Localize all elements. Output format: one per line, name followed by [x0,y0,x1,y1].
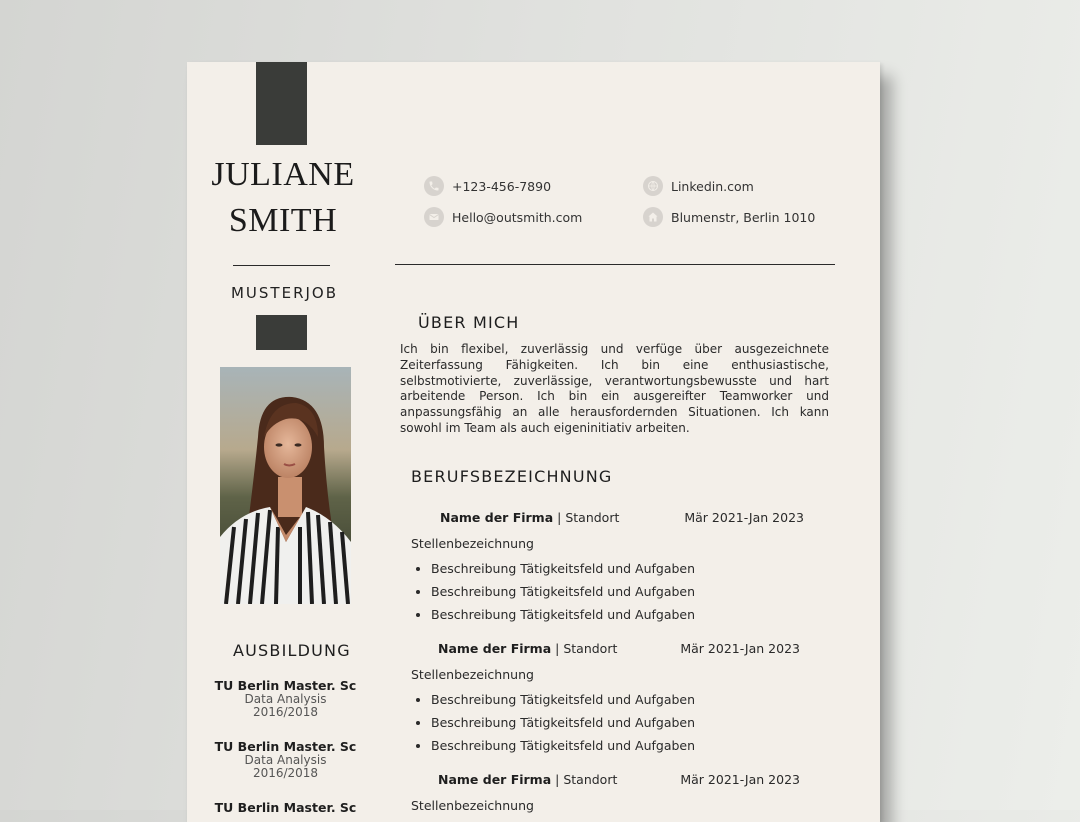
job-separator: | [553,510,566,525]
job-bullets [411,688,831,757]
contact-address [643,207,815,227]
mail-icon [424,207,444,227]
job-title: MUSTERJOB [230,284,339,302]
job-header [411,641,831,659]
job-location: Standort [563,772,618,787]
job-separator: | [551,641,564,656]
job-dates: Mär 2021-Jan 2023 [680,641,800,656]
home-icon [643,207,663,227]
email-text: Hello@outsmith.com [452,209,583,225]
top-accent-block [256,62,307,145]
education-years: 2016/2018 [252,766,319,780]
about-title: ÜBER MICH [418,313,520,332]
linkedin-text: Linkedin.com [671,178,754,194]
education-field: Data Analysis [244,753,327,767]
job-bullet: • Beschreibung Tätigkeitsfeld und Aufgaben [431,580,831,603]
job-location: Standort [563,641,618,656]
contact-linkedin[interactable] [643,176,754,196]
experience-title: BERUFSBEZEICHNUNG [411,467,613,486]
middle-accent-block [256,315,307,350]
address-text: Blumenstr, Berlin 1010 [671,209,816,225]
company-name: Name der Firma [438,641,552,656]
phone-icon [424,176,444,196]
job-bullet: • Beschreibung Tätigkeitsfeld und Aufgaben [431,711,831,734]
job-role: Stellenbezeichnung [411,798,534,813]
profile-photo [220,367,351,604]
education-school: TU Berlin Master. Sc [214,800,357,815]
about-text: Ich bin flexibel, zuverlässig und verfüge über ausgezeichnete Zeiterfassung Fähigkeiten. Ich bin eine enthusiastische, selbstmotivierte, zuverlässige, verantwortungsbewusste und hart arbeitende Person. Ich bin ein ausgereifter Teamworker und anpassungsfähig an alle herausfordernden Situationen. Ich kann sowohl im Team als auch eigeninitiativ arbeiten. [400,342,829,435]
job-bullet: • Beschreibung Tätigkeitsfeld und Aufgaben [431,603,831,626]
job-role: Stellenbezeichnung [411,667,534,682]
resume-page [187,62,880,822]
contact-email[interactable] [424,207,582,227]
job-bullet: • Beschreibung Tätigkeitsfeld und Aufgaben [431,557,831,580]
job-role: Stellenbezeichnung [411,536,534,551]
company-name: Name der Firma [438,772,552,787]
job-location: Standort [565,510,620,525]
education-school: TU Berlin Master. Sc [214,739,357,754]
job-entry [411,641,831,757]
first-name: JULIANE [211,156,355,193]
job-entry [411,772,831,813]
job-bullets [411,557,831,626]
header-divider [395,264,835,265]
education-entry [187,739,384,780]
globe-icon [643,176,663,196]
job-dates: Mär 2021-Jan 2023 [680,772,800,787]
name-divider [233,265,330,266]
company-name: Name der Firma [440,510,554,525]
education-field: Data Analysis [244,692,327,706]
job-entry [411,510,831,626]
contact-phone[interactable] [424,176,551,196]
education-title: AUSBILDUNG [233,641,351,660]
job-header [411,510,831,528]
job-dates: Mär 2021-Jan 2023 [684,510,804,525]
job-separator: | [551,772,564,787]
job-bullet: • Beschreibung Tätigkeitsfeld und Aufgaben [431,688,831,711]
phone-text: +123-456-7890 [452,178,552,194]
education-school: TU Berlin Master. Sc [214,678,357,693]
job-bullet: • Beschreibung Tätigkeitsfeld und Aufgaben [431,734,831,757]
last-name: SMITH [228,202,338,239]
education-entry [187,800,384,815]
job-header [411,772,831,790]
education-years: 2016/2018 [252,705,319,719]
education-entry [187,678,384,719]
